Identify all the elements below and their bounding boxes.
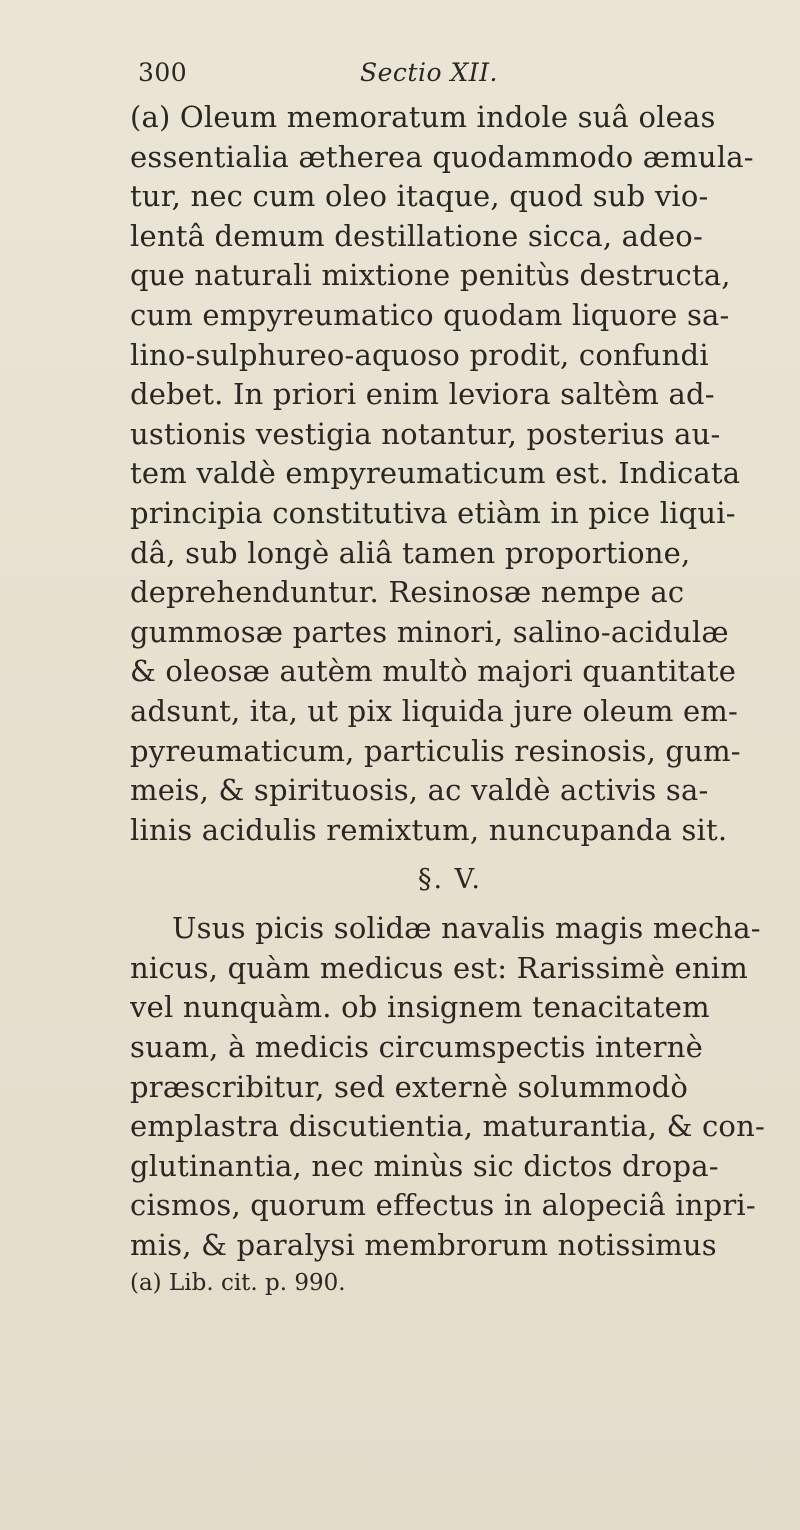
text-line: deprehenduntur. Resinosæ nempe ac (130, 575, 685, 610)
text-line: meis, & spirituosis, ac valdè activis sa- (130, 773, 709, 808)
text-line: (a) Oleum memoratum indole suâ oleas (130, 100, 716, 134)
running-head (130, 58, 770, 98)
text-line: lino-sulphureo-aquoso prodit, confundi (130, 337, 709, 372)
text-line: nicus, quàm medicus est: Rarissimè enim (130, 950, 748, 985)
text-line: vel nunquàm. ob insignem tenacitatem (130, 990, 710, 1025)
text-line: cismos, quorum effectus in alopeciâ inpri- (130, 1188, 756, 1223)
page-number: 300 (138, 58, 188, 87)
note-a-block (130, 98, 770, 850)
footnote: (a) Lib. cit. p. 990. (130, 1269, 346, 1296)
text-line: cum empyreumatico quodam liquore sa- (130, 297, 730, 332)
text-line: & oleosæ autèm multò majori quantitate (130, 654, 737, 689)
main-paragraph (130, 909, 770, 1265)
text-line: debet. In priori enim leviora saltèm ad- (130, 377, 715, 412)
text-line: tur, nec cum oleo itaque, quod sub vio- (130, 179, 709, 214)
text-line: dâ, sub longè aliâ tamen proportione, (130, 535, 691, 570)
text-line: essentialia ætherea quodammodo æmula- (130, 139, 754, 174)
text-line: adsunt, ita, ut pix liquida jure oleum em- (130, 693, 738, 728)
text-line: suam, à medicis circumspectis internè (130, 1030, 703, 1065)
section-title: Sectio XII. (360, 58, 498, 87)
text-line: ustionis vestigia notantur, posterius au- (130, 416, 721, 451)
text-line: emplastra discutientia, maturantia, & con- (130, 1109, 765, 1144)
paragraph-heading: §. V. (417, 864, 483, 896)
text-line: lentâ demum destillatione sicca, adeo- (130, 218, 703, 253)
text-line: tem valdè empyreumaticum est. Indicata (130, 456, 741, 491)
text-line: que naturali mixtione penitùs destructa, (130, 258, 731, 293)
text-line: linis acidulis remixtum, nuncupanda sit. (130, 812, 728, 847)
text-line: pyreumaticum, particulis resinosis, gum- (130, 733, 741, 768)
text-line: præscribitur, sed externè solummodò (130, 1069, 689, 1104)
text-line: mis, & paralysi membrorum notissimus (130, 1228, 717, 1263)
text-line: glutinantia, nec minùs sic dictos dropa- (130, 1148, 719, 1183)
text-line: Usus picis solidæ navalis magis mecha- (172, 911, 761, 946)
text-line: gummosæ partes minori, salino-acidulæ (130, 614, 729, 649)
text-line: principia constitutiva etiàm in pice liqui- (130, 495, 736, 530)
